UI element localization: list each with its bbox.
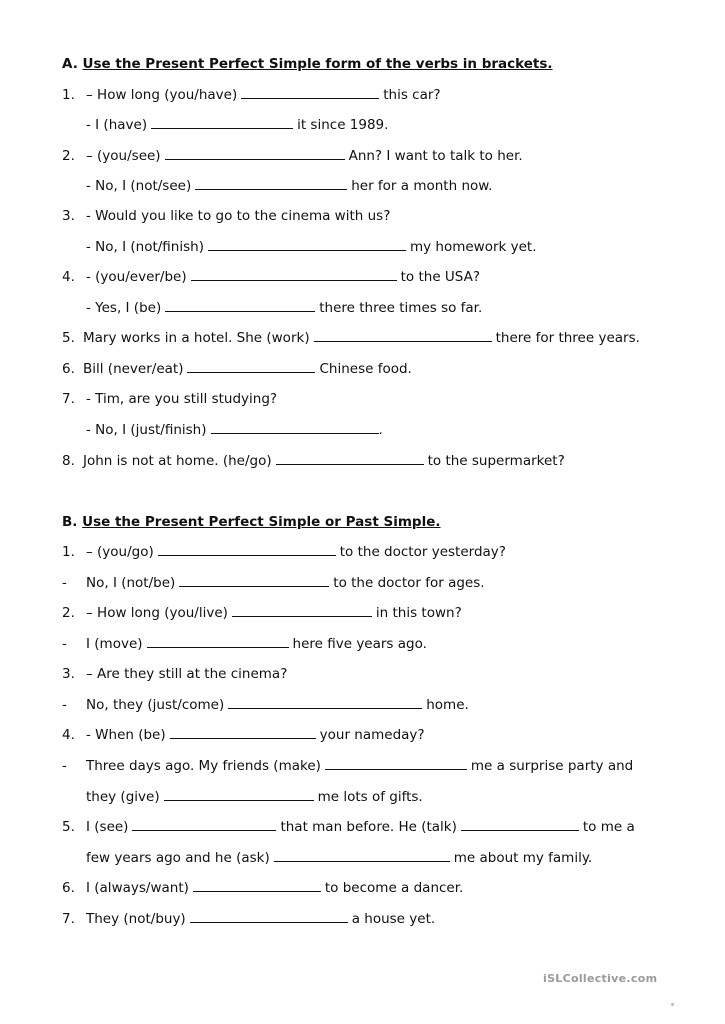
answer-blank[interactable]	[170, 726, 316, 739]
item-text-after: to the USA?	[400, 269, 481, 285]
b-item-5-continued	[86, 849, 592, 867]
b-item-4-continued	[86, 788, 423, 806]
item-text-after: it since 1989.	[297, 117, 389, 133]
item-number: 6.	[62, 361, 75, 377]
item-number: 1.	[62, 544, 75, 560]
item-text-after: home.	[426, 697, 469, 713]
item-text-after: there three times so far.	[319, 300, 483, 316]
a-item-7-reply	[86, 421, 383, 439]
answer-blank[interactable]	[147, 635, 289, 648]
item-number: 4.	[62, 269, 75, 285]
answer-blank[interactable]	[461, 818, 579, 831]
item-text-after: a house yet.	[351, 911, 436, 927]
answer-blank[interactable]	[151, 116, 293, 129]
item-text-after: your nameday?	[319, 727, 425, 743]
answer-blank[interactable]	[132, 818, 276, 831]
b-item-3	[62, 665, 287, 683]
item-text-after: there for three years.	[495, 330, 640, 346]
item-text: - No, I (just/finish)	[86, 422, 207, 438]
a-item-5	[62, 329, 640, 347]
item-text: Mary works in a hotel. She (work)	[83, 330, 310, 346]
a-item-2	[62, 147, 523, 165]
b-item-6	[62, 879, 463, 897]
item-text: John is not at home. (he/go)	[83, 453, 272, 469]
item-text: few years ago and he (ask)	[86, 850, 270, 866]
answer-blank[interactable]	[190, 910, 348, 923]
answer-blank[interactable]	[211, 421, 379, 434]
item-text-after: to become a dancer.	[324, 880, 464, 896]
item-text: – (you/see)	[86, 148, 161, 164]
b-item-5	[62, 818, 635, 836]
section-a-letter: A.	[62, 56, 78, 72]
item-number: 5.	[62, 819, 75, 835]
b-item-7	[62, 910, 435, 928]
item-text: No, they (just/come)	[86, 697, 225, 713]
item-text-after: here five years ago.	[292, 636, 427, 652]
answer-blank[interactable]	[274, 849, 450, 862]
decorative-dot	[671, 1003, 674, 1006]
item-text: – How long (you/have)	[86, 87, 238, 103]
answer-blank[interactable]	[193, 879, 321, 892]
item-text-after: me a surprise party and	[470, 758, 634, 774]
item-dash: -	[62, 636, 67, 652]
item-dash: -	[62, 575, 67, 591]
item-dash: -	[62, 758, 67, 774]
item-number: 7.	[62, 391, 75, 407]
footer-watermark: iSLCollective.com	[543, 972, 658, 985]
answer-blank[interactable]	[276, 452, 424, 465]
b-item-2-reply	[62, 635, 427, 653]
item-number: 3.	[62, 208, 75, 224]
item-dash: -	[62, 697, 67, 713]
section-a-title	[62, 55, 553, 73]
a-item-6	[62, 360, 412, 378]
item-number: 1.	[62, 87, 75, 103]
a-item-3	[62, 207, 390, 225]
item-text: Bill (never/eat)	[83, 361, 184, 377]
item-text-after: in this town?	[375, 605, 462, 621]
answer-blank[interactable]	[191, 268, 397, 281]
item-text: - I (have)	[86, 117, 148, 133]
a-item-7	[62, 390, 277, 408]
item-text-after: Ann? I want to talk to her.	[348, 148, 523, 164]
item-text: - Yes, I (be)	[86, 300, 162, 316]
b-item-1	[62, 543, 506, 561]
item-text: Three days ago. My friends (make)	[86, 758, 321, 774]
item-text: they (give)	[86, 789, 160, 805]
answer-blank[interactable]	[208, 238, 406, 251]
a-item-3-reply	[86, 238, 537, 256]
item-number: 2.	[62, 605, 75, 621]
item-text: - Would you like to go to the cinema with us?	[86, 208, 391, 224]
answer-blank[interactable]	[165, 147, 345, 160]
item-text-after: this car?	[383, 87, 441, 103]
item-text-after: me about my family.	[453, 850, 593, 866]
answer-blank[interactable]	[314, 329, 492, 342]
answer-blank[interactable]	[232, 604, 372, 617]
b-item-1-reply	[62, 574, 485, 592]
item-number: 3.	[62, 666, 75, 682]
item-text-after: that man before. He (talk)	[280, 819, 457, 835]
a-item-1-reply	[86, 116, 388, 134]
item-text: - When (be)	[86, 727, 166, 743]
item-number: 5.	[62, 330, 75, 346]
a-item-1	[62, 86, 441, 104]
item-text: - Tim, are you still studying?	[86, 391, 278, 407]
answer-blank[interactable]	[325, 757, 467, 770]
answer-blank[interactable]	[165, 299, 315, 312]
section-a-heading: Use the Present Perfect Simple form of the verbs in brackets.	[82, 56, 553, 72]
item-number: 6.	[62, 880, 75, 896]
item-number: 4.	[62, 727, 75, 743]
item-text: – Are they still at the cinema?	[86, 666, 288, 682]
item-text: – (you/go)	[86, 544, 154, 560]
section-b-letter: B.	[62, 514, 78, 530]
answer-blank[interactable]	[187, 360, 315, 373]
item-text-after: to the doctor for ages.	[333, 575, 485, 591]
item-text-end: to me a	[582, 819, 635, 835]
item-text-after: .	[378, 422, 383, 438]
section-b-title	[62, 513, 440, 531]
item-text: I (move)	[86, 636, 143, 652]
item-text-after: to the doctor yesterday?	[339, 544, 506, 560]
item-text: - No, I (not/see)	[86, 178, 192, 194]
item-text: No, I (not/be)	[86, 575, 176, 591]
item-text-after: me lots of gifts.	[317, 789, 423, 805]
b-item-3-reply	[62, 696, 469, 714]
item-text: - (you/ever/be)	[86, 269, 187, 285]
item-number: 7.	[62, 911, 75, 927]
item-text: I (always/want)	[86, 880, 189, 896]
item-text: They (not/buy)	[86, 911, 186, 927]
answer-blank[interactable]	[241, 86, 379, 99]
item-text: I (see)	[86, 819, 129, 835]
item-text: – How long (you/live)	[86, 605, 228, 621]
section-b-heading: Use the Present Perfect Simple or Past Simple.	[82, 514, 441, 530]
a-item-8	[62, 452, 565, 470]
b-item-2	[62, 604, 462, 622]
b-item-4-reply	[62, 757, 633, 775]
answer-blank[interactable]	[228, 696, 422, 709]
item-text-after: Chinese food.	[319, 361, 412, 377]
answer-blank[interactable]	[195, 177, 347, 190]
answer-blank[interactable]	[158, 543, 336, 556]
answer-blank[interactable]	[164, 788, 314, 801]
item-text-after: her for a month now.	[351, 178, 493, 194]
a-item-2-reply	[86, 177, 492, 195]
item-text-after: to the supermarket?	[427, 453, 565, 469]
item-number: 2.	[62, 148, 75, 164]
answer-blank[interactable]	[179, 574, 329, 587]
item-number: 8.	[62, 453, 75, 469]
item-text: - No, I (not/finish)	[86, 239, 204, 255]
item-text-after: my homework yet.	[409, 239, 537, 255]
a-item-4	[62, 268, 480, 286]
a-item-4-reply	[86, 299, 482, 317]
b-item-4	[62, 726, 425, 744]
